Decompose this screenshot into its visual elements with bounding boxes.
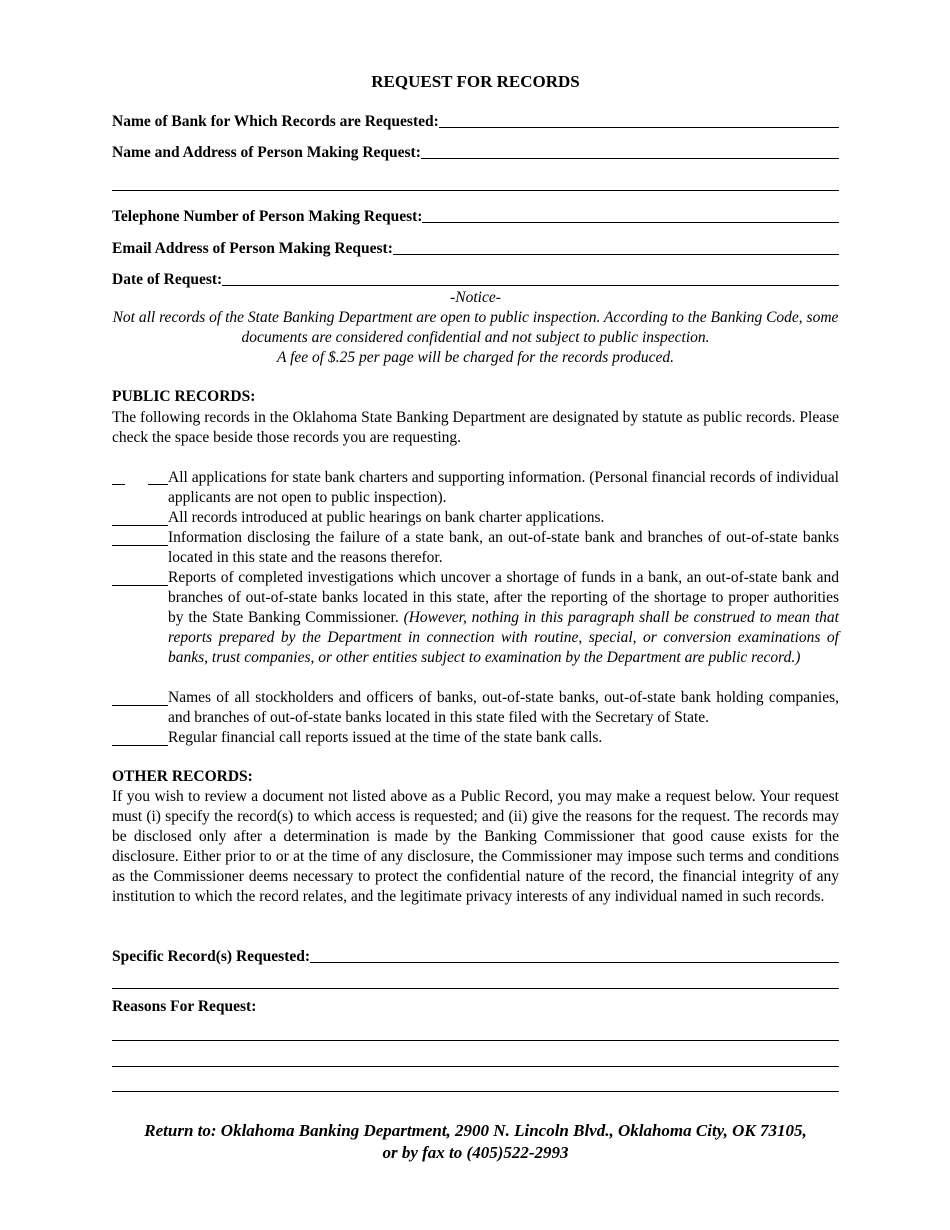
reasons-label: Reasons For Request: [112,998,257,1015]
checkbox-blank-3[interactable] [112,528,168,546]
checkbox-blank-5[interactable] [112,688,168,706]
reasons-line-2[interactable] [112,1066,839,1067]
date-input-line[interactable] [222,285,839,286]
public-record-item [112,528,839,568]
public-record-item [112,468,839,508]
notice-fee-text: A fee of $.25 per page will be charged for the records produced. [277,349,674,366]
bank-name-field[interactable] [112,109,839,131]
reasons-line-3[interactable] [112,1091,839,1092]
public-record-item [112,688,839,728]
requester-name-address-field[interactable] [112,140,839,162]
checkbox-blank-6[interactable] [112,728,168,746]
telephone-input-line[interactable] [422,222,839,223]
public-record-item-text-4 [168,568,839,668]
bank-name-input-line[interactable] [439,127,839,128]
date-field[interactable] [112,267,839,289]
bank-name-label: Name of Bank for Which Records are Requested: [112,113,439,130]
email-label: Email Address of Person Making Request: [112,240,393,257]
notice-heading: -Notice- [450,289,501,306]
telephone-field[interactable] [112,204,839,226]
requester-name-address-input-line[interactable] [421,158,839,159]
specific-records-extra-line[interactable] [112,988,839,989]
email-input-line[interactable] [393,254,839,255]
return-address-line: Return to: Oklahoma Banking Department, 2900 N. Lincoln Blvd., Oklahoma City, OK 73105, [144,1121,807,1140]
specific-records-input-line[interactable] [310,962,839,963]
page-title: REQUEST FOR RECORDS [371,72,580,91]
checkbox-blank-4[interactable] [112,568,168,586]
notice-confidential-text: Not all records of the State Banking Department are open to public inspection. According to the Banking Code, some documents are considered confidential and not subject to public inspection. [112,309,839,346]
public-record-item [112,568,839,668]
public-record-item-text-3: Information disclosing the failure of a state bank, an out-of-state bank and branches of out-of-state banks located in this state and the reasons therefor. [168,529,839,566]
checkbox-blank-1[interactable] [112,468,168,485]
public-record-item [112,508,839,528]
requester-name-address-label: Name and Address of Person Making Request: [112,144,421,161]
specific-records-label: Specific Record(s) Requested: [112,948,311,965]
other-records-body: If you wish to review a document not listed above as a Public Record, you may make a request below. Your request must (i) specify the record(s) to which access is requested; and (ii) give the reasons for the request. The records may be disclosed only after a determination is made by the Banking Commissioner that good cause exists for the disclosure. Either prior to or at the time of any disclosure, the Commissioner may impose such terms and conditions as the Commissioner deems necessary to protect the confidential nature of the record, the financial integrity of any institution to which the record relates, and the legitimate privacy interests of any individual named in such records. [112,788,839,905]
public-records-heading: PUBLIC RECORDS: [112,388,256,405]
specific-records-field[interactable] [112,944,839,966]
checkbox-blank-2[interactable] [112,508,168,526]
requester-address-extra-line[interactable] [112,190,839,191]
public-record-item-text-2: All records introduced at public hearings on bank charter applications. [168,509,605,526]
public-record-item [112,728,839,748]
public-record-item-text-1: All applications for state bank charters and supporting information. (Personal financial records of individual applicants are not open to public inspection). [168,469,839,506]
date-label: Date of Request: [112,271,223,288]
reasons-line-1[interactable] [112,1040,839,1041]
email-field[interactable] [112,236,839,258]
fax-line: or by fax to (405)522-2993 [382,1143,569,1162]
other-records-heading: OTHER RECORDS: [112,768,253,785]
public-record-item-text-6: Regular financial call reports issued at the time of the state bank calls. [168,729,603,746]
telephone-label: Telephone Number of Person Making Request: [112,208,423,225]
public-record-item-text-5: Names of all stockholders and officers of banks, out-of-state banks, out-of-state bank holding companies, and branches of out-of-state banks located in this state filed with the Secretary of State. [168,689,839,726]
public-records-intro: The following records in the Oklahoma State Banking Department are designated by statute as public records. Please check the space beside those records you are requesting. [112,409,839,446]
item-4-main: Reports of completed investigations which uncover a shortage of funds in a bank, an out-of-state bank and branches of out-of-state banks located in this state, after the reporting of the shortage to proper authorities by the State Banking Commissioner. [168,569,839,626]
item-4-italic-clause: (However, nothing in this paragraph shall be construed to mean that reports prepared by the Department in connection with routine, special, or conversion examinations of banks, trust companies, or other entities subject to examination by the Department are public record.) [168,609,839,666]
